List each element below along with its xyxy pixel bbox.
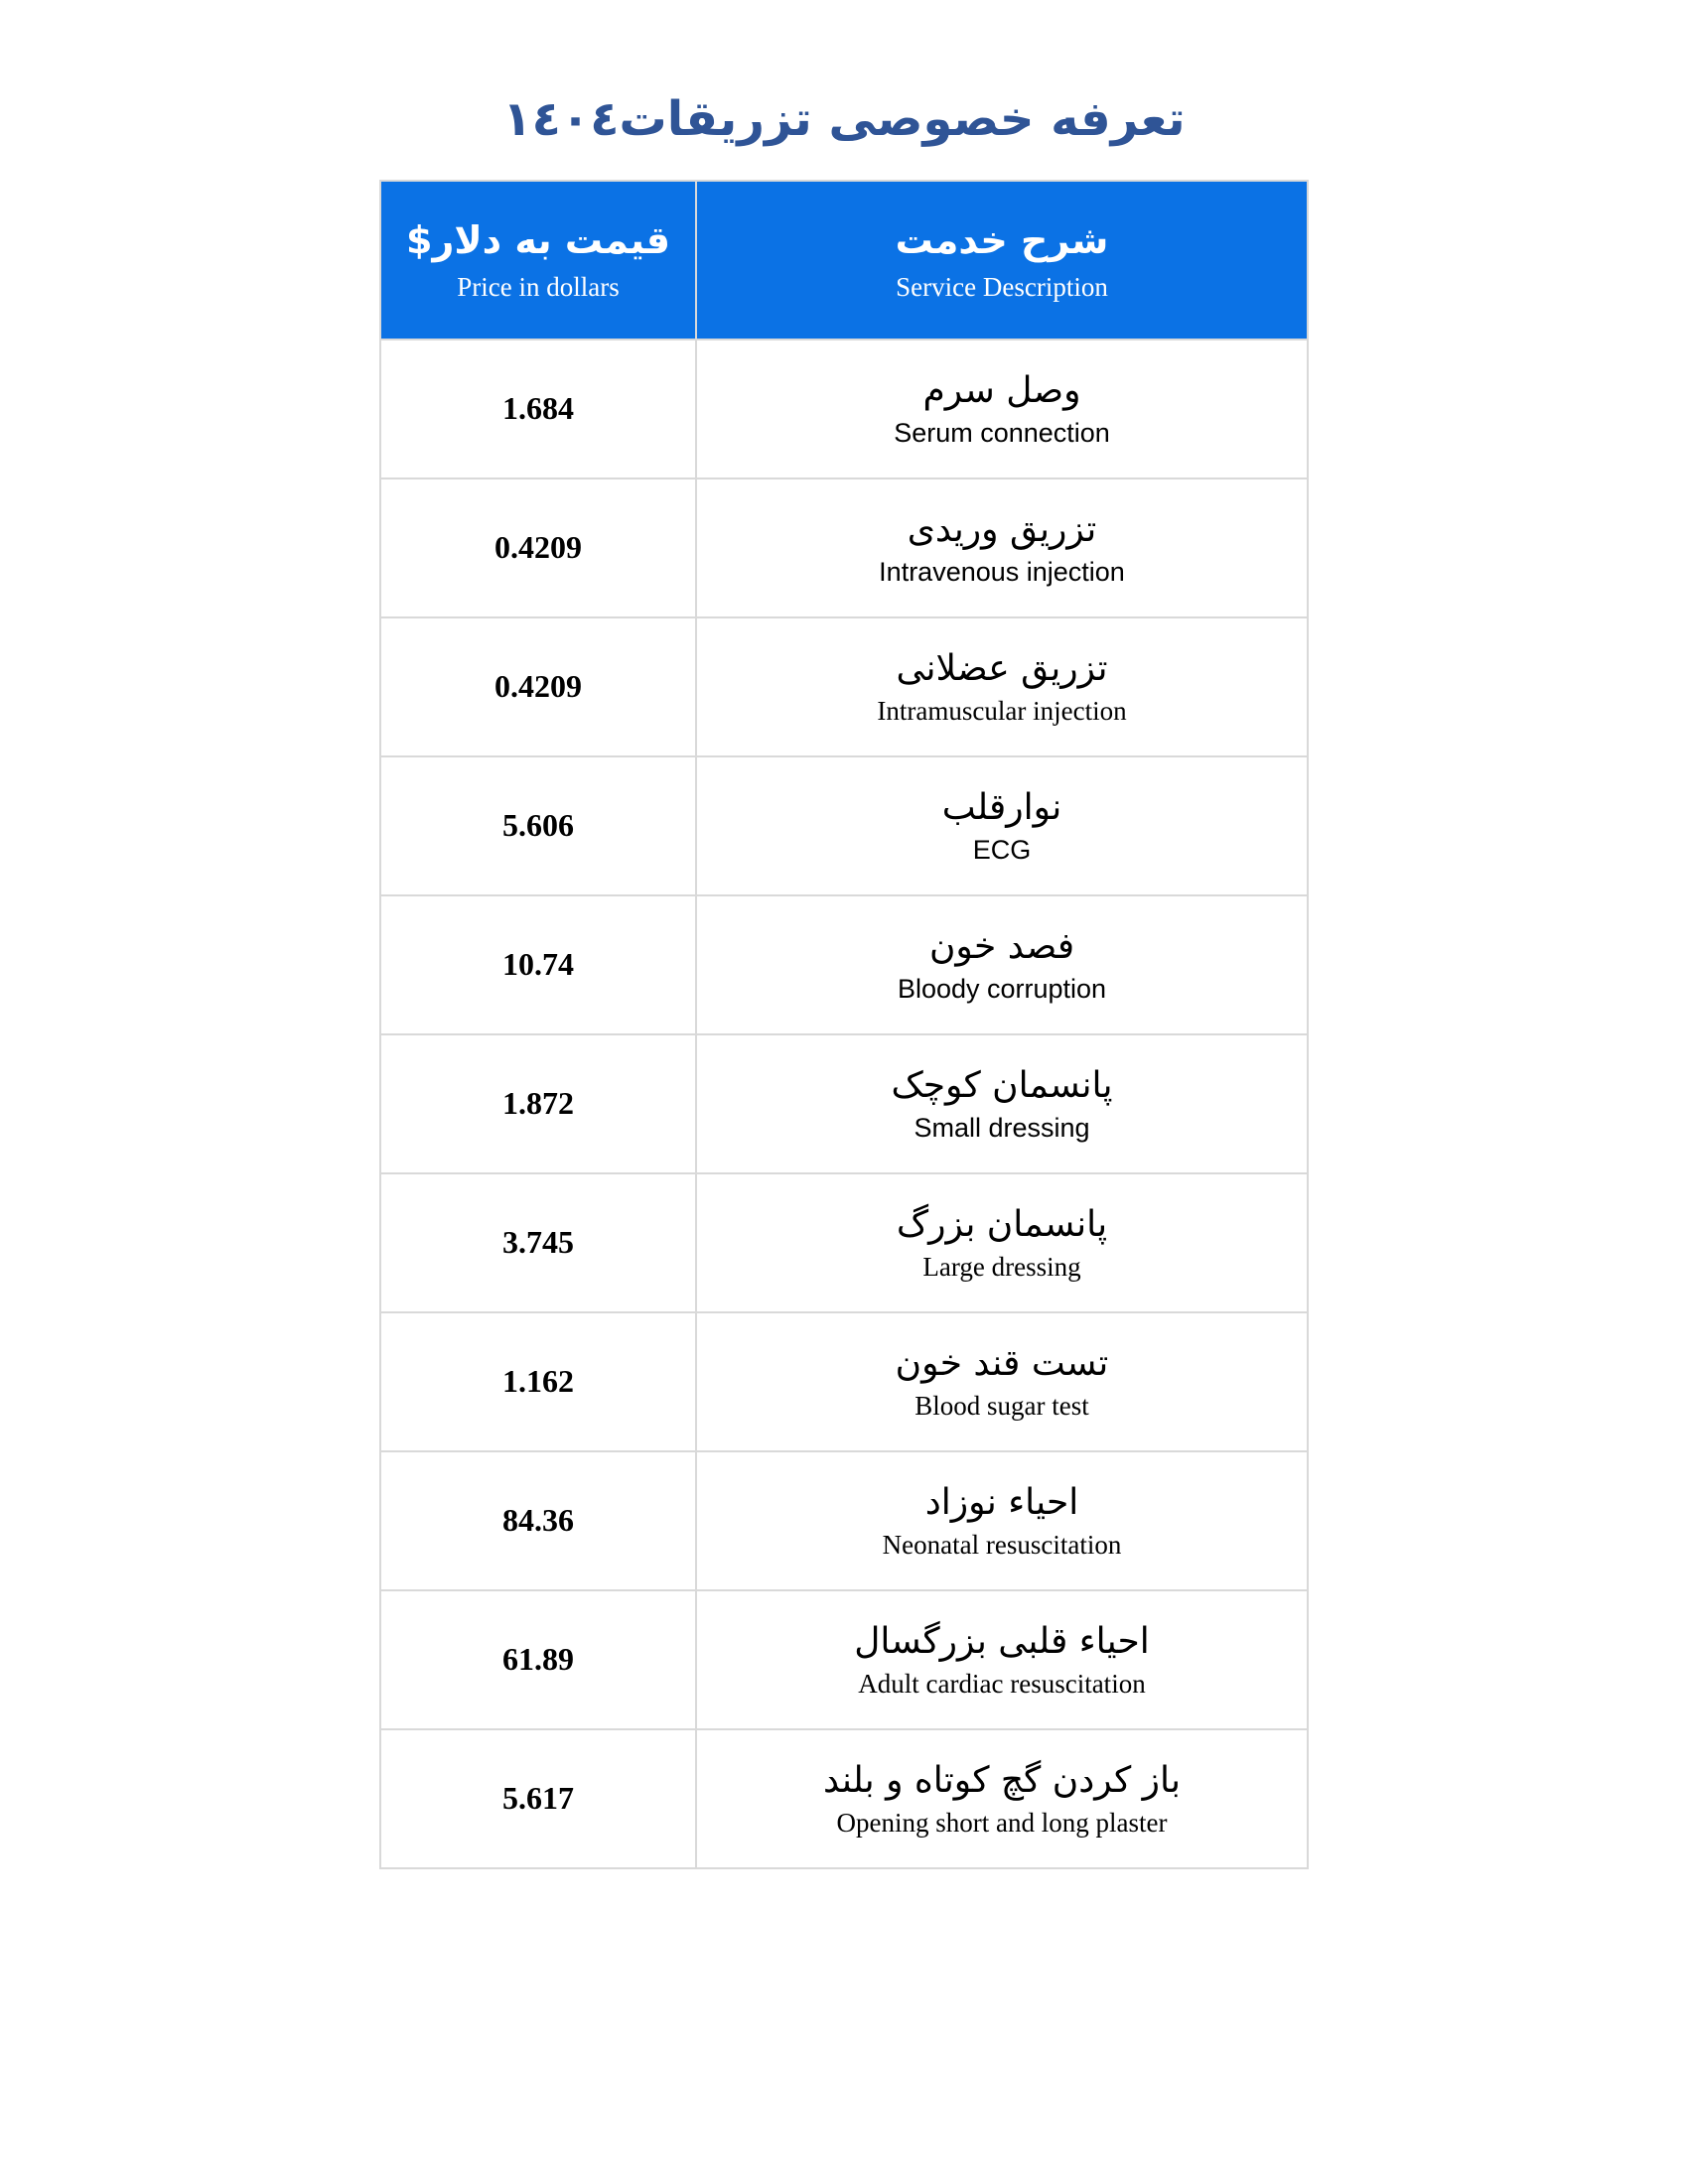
table-row: [380, 478, 1308, 617]
table-row: [380, 617, 1308, 756]
service-name-farsi: احیاء قلبی بزرگسال: [854, 1620, 1150, 1662]
table-row: [380, 1451, 1308, 1590]
service-cell: [696, 1451, 1308, 1590]
price-header-english: Price in dollars: [457, 272, 620, 303]
price-value: 0.4209: [494, 529, 582, 566]
price-value: 3.745: [502, 1224, 574, 1261]
service-name-farsi: فصد خون: [928, 925, 1075, 967]
service-cell: [696, 756, 1308, 895]
price-cell: [380, 1729, 696, 1868]
price-value: 61.89: [502, 1641, 574, 1678]
page-title: تعرفه خصوصی تزریقات١٤٠٤: [502, 91, 1186, 147]
price-cell: [380, 1451, 696, 1590]
table-row: [380, 1590, 1308, 1729]
price-cell: [380, 617, 696, 756]
price-column-header: [380, 181, 696, 340]
service-name-english: ECG: [972, 834, 1032, 865]
service-cell: [696, 1034, 1308, 1173]
price-value: 0.4209: [494, 668, 582, 705]
price-cell: [380, 478, 696, 617]
service-name-farsi: پانسمان بزرگ: [896, 1203, 1108, 1245]
tariff-table: [379, 180, 1309, 1869]
service-name-english: Small dressing: [914, 1112, 1090, 1143]
service-name-english: Adult cardiac resuscitation: [858, 1668, 1146, 1699]
table-row: [380, 1729, 1308, 1868]
service-name-farsi: نوارقلب: [941, 786, 1062, 828]
table-row: [380, 895, 1308, 1034]
service-cell: [696, 1729, 1308, 1868]
service-name-english: Intravenous injection: [879, 556, 1125, 587]
service-name-english: Bloody corruption: [897, 973, 1107, 1004]
service-name-farsi: تست قند خون: [895, 1342, 1109, 1384]
service-name-english: Large dressing: [922, 1251, 1081, 1282]
service-name-english: Opening short and long plaster: [836, 1807, 1168, 1838]
price-value: 1.684: [502, 390, 574, 427]
service-header-farsi: شرح خدمت: [895, 217, 1109, 262]
table-row: [380, 1173, 1308, 1312]
price-cell: [380, 1312, 696, 1451]
table-row: [380, 756, 1308, 895]
price-cell: [380, 895, 696, 1034]
service-name-english: Intramuscular injection: [877, 695, 1127, 726]
price-cell: [380, 1590, 696, 1729]
price-cell: [380, 1173, 696, 1312]
service-name-farsi: تزریق عضلانی: [896, 647, 1108, 689]
service-name-english: Neonatal resuscitation: [882, 1529, 1122, 1560]
service-cell: [696, 1312, 1308, 1451]
service-name-farsi: پانسمان کوچک: [891, 1064, 1113, 1106]
price-value: 84.36: [502, 1502, 574, 1539]
price-cell: [380, 756, 696, 895]
service-cell: [696, 340, 1308, 478]
price-cell: [380, 1034, 696, 1173]
service-cell: [696, 1173, 1308, 1312]
service-column-header: [696, 181, 1308, 340]
service-cell: [696, 478, 1308, 617]
table-header-row: [380, 181, 1308, 340]
price-value: 5.606: [502, 807, 574, 844]
service-name-english: Serum connection: [894, 417, 1110, 448]
table-row: [380, 1034, 1308, 1173]
service-cell: [696, 895, 1308, 1034]
service-name-farsi: وصل سرم: [922, 369, 1081, 411]
price-header-farsi: قیمت به دلار$: [406, 217, 670, 262]
service-cell: [696, 1590, 1308, 1729]
service-name-farsi: تزریق وریدی: [907, 508, 1097, 550]
service-name-english: Blood sugar test: [914, 1390, 1089, 1421]
table-row: [380, 1312, 1308, 1451]
price-cell: [380, 340, 696, 478]
table-row: [380, 340, 1308, 478]
price-value: 1.872: [502, 1085, 574, 1122]
service-name-farsi: باز کردن گچ کوتاه و بلند: [822, 1759, 1182, 1801]
service-header-english: Service Description: [896, 272, 1108, 303]
service-name-farsi: احیاء نوزاد: [924, 1481, 1079, 1523]
price-value: 1.162: [502, 1363, 574, 1400]
price-value: 5.617: [502, 1780, 574, 1817]
service-cell: [696, 617, 1308, 756]
price-value: 10.74: [502, 946, 574, 983]
table-body: [380, 340, 1308, 1868]
